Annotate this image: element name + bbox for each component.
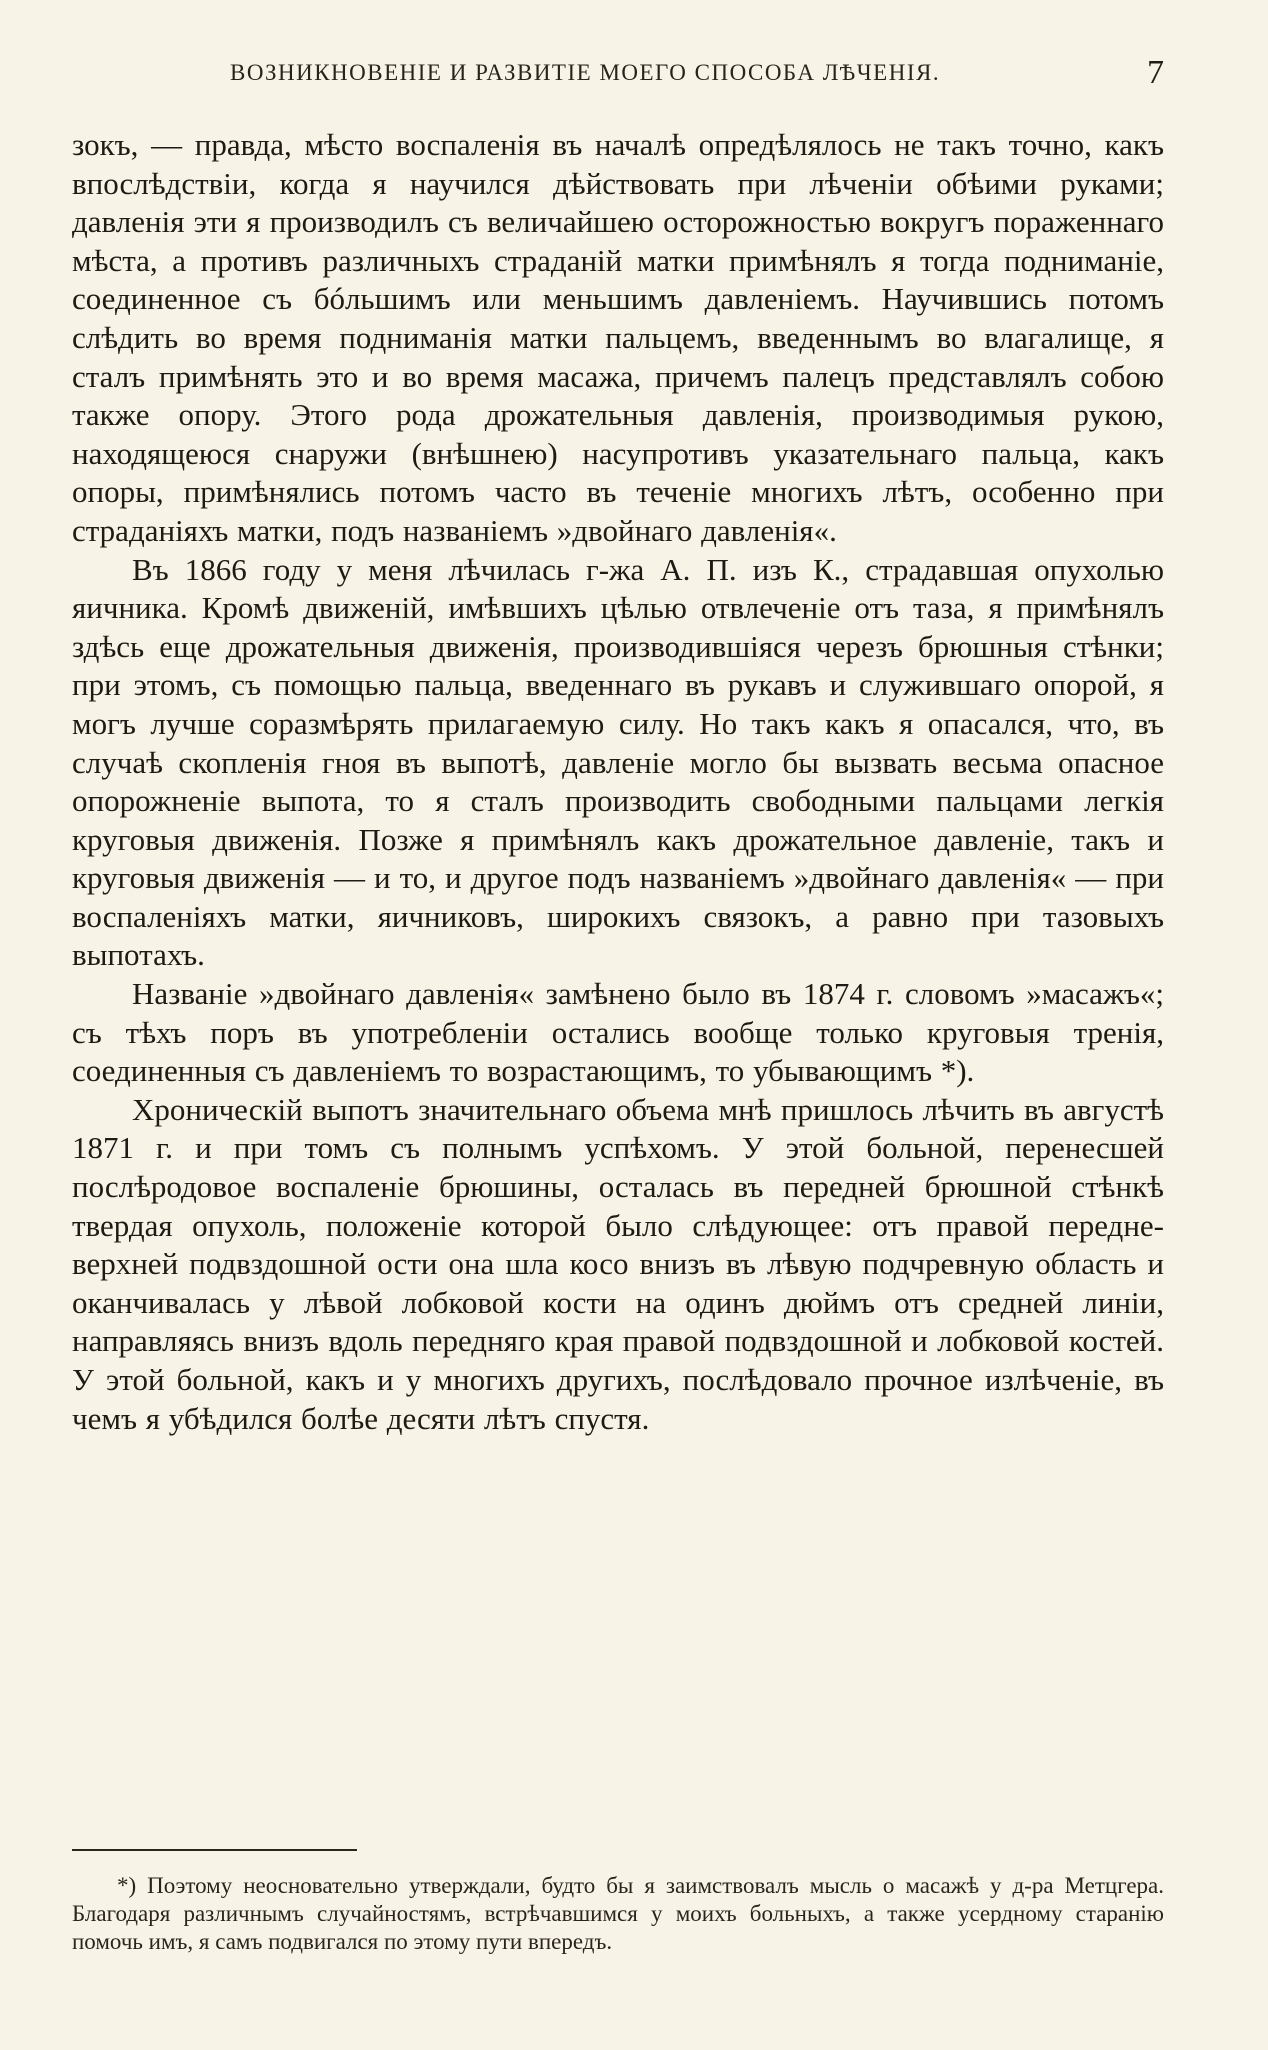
running-title: ВОЗНИКНОВЕНІЕ И РАЗВИТІЕ МОЕГО СПОСОБА ЛѢЧЕНІЯ. <box>230 60 941 85</box>
paragraph: Въ 1866 году у меня лѣчилась г-жа А. П. изъ К., страдавшая опухолью яичника. Кромѣ движеній, имѣвшихъ цѣлью отвлеченіе отъ таза, я примѣнялъ здѣсь еще дрожательныя движенія, производившіяся черезъ брюшныя стѣнки; при этомъ, съ помощью пальца, введеннаго въ рукавъ и служившаго опорой, я могъ лучше соразмѣрять прилагаемую силу. Но такъ какъ я опасался, что, въ случаѣ скопленія гноя въ выпотѣ, давленіе могло бы вызвать весьма опасное опорожненіе выпота, то я сталъ производить свободными пальцами легкія круговыя движенія. Позже я примѣнялъ какъ дрожательное давленіе, такъ и круговыя движенія — и то, и другое подъ названіемъ »двойнаго давленія« — при воспаленіяхъ матки, яичниковъ, широкихъ связокъ, а равно при тазовыхъ выпотахъ. <box>72 551 1164 973</box>
running-header <box>72 54 1164 96</box>
footnote <box>72 1872 1164 1956</box>
paragraph: Хроническій выпотъ значительнаго объема мнѣ пришлось лѣчить въ августѣ 1871 г. и при томъ съ полнымъ успѣхомъ. У этой больной, перенесшей послѣродовое воспаленіе брюшины, осталась въ передней брюшной стѣнкѣ твердая опухоль, положеніе которой было слѣдующее: отъ правой передне-верхней подвздошной ости она шла косо внизъ въ лѣвую подчревную область и оканчивалась у лѣвой лобковой кости на одинъ дюймъ отъ средней линіи, направляясь внизъ вдоль передняго края правой подвздошной и лобковой костей. У этой больной, какъ и у многихъ другихъ, послѣдовало прочное излѣченіе, въ чемъ я убѣдился болѣе десяти лѣтъ спустя. <box>72 1091 1164 1436</box>
footnote-text: *) Поэтому неосновательно утверждали, будто бы я заимствовалъ мысль о масажѣ у д-ра Метцгера. Благодаря различнымъ случайностямъ, встрѣчавшимся у моихъ больныхъ, а также усердному старанію помочь имъ, я самъ подвигался по этому пути впередъ. <box>72 1873 1164 1954</box>
paragraph: Названіе »двойнаго давленія« замѣнено было въ 1874 г. словомъ »масажъ«; съ тѣхъ поръ въ употребленіи остались вообще только круговыя тренія, соединенныя съ давленіемъ то возрастающимъ, то убывающимъ *). <box>72 976 1164 1089</box>
main-text <box>72 126 1164 1438</box>
paragraph: зокъ, — правда, мѣсто воспаленія въ началѣ опредѣлялось не такъ точно, какъ впослѣдствіи, когда я научился дѣйствовать при лѣченіи обѣими руками; давленія эти я производилъ съ величайшею осторожностью вокругъ пораженнаго мѣста, а противъ различныхъ страданій матки примѣнялъ я тогда подниманіе, соединенное съ бóльшимъ или меньшимъ давленіемъ. Научившись потомъ слѣдить во время подниманія матки пальцемъ, введеннымъ во влагалище, я сталъ примѣнять это и во время масажа, причемъ палецъ представлялъ собою также опору. Этого рода дрожательныя давленія, производимыя рукою, находящеюся снаружи (внѣшнею) насупротивъ указательнаго пальца, какъ опоры, примѣнялись потомъ часто въ теченіе многихъ лѣтъ, особенно при страданіяхъ матки, подъ названіемъ »двойнаго давленія«. <box>72 127 1164 548</box>
footnote-divider <box>72 1849 357 1851</box>
page-number: 7 <box>1147 54 1164 91</box>
